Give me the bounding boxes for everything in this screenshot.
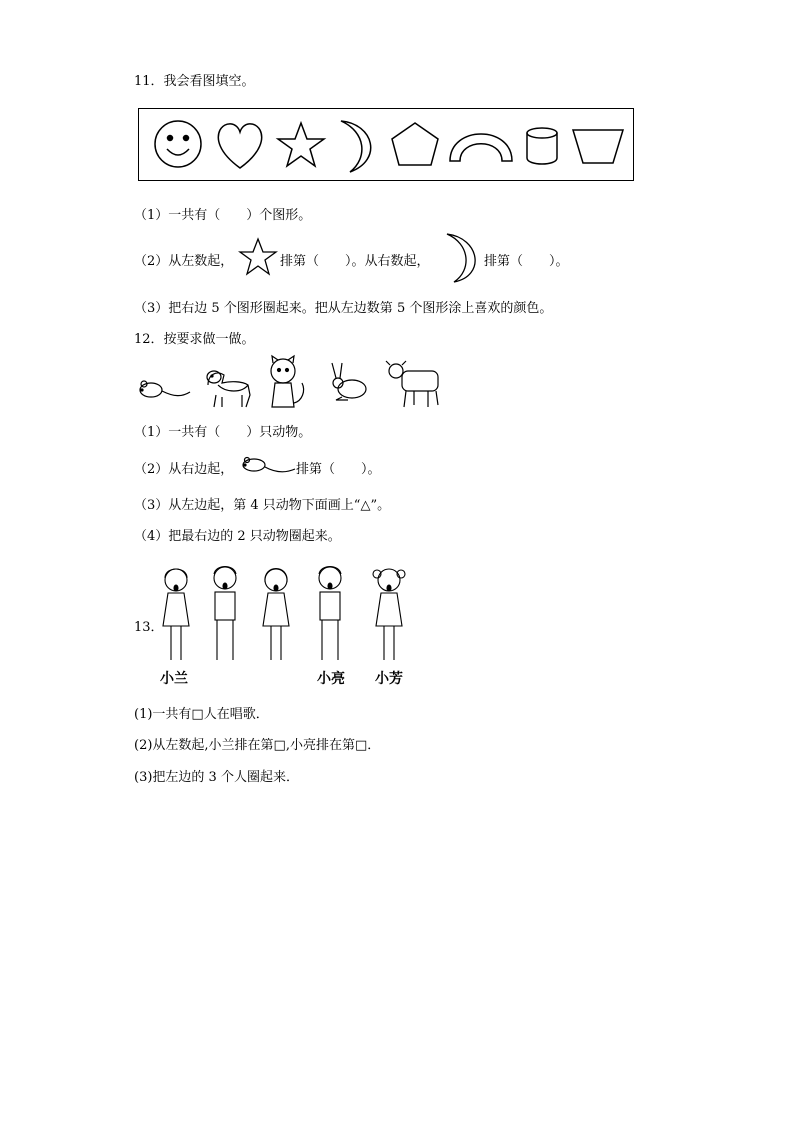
q13-part3: (3)把左边的 3 个人圈起来．	[134, 770, 299, 785]
q11-title: 11．我会看图填空。	[134, 74, 255, 89]
rabbit-icon	[332, 363, 366, 400]
q13-part1: (1)一共有□人在唱歌．	[134, 707, 269, 722]
name-xiaoliang: 小亮	[317, 671, 345, 687]
heart-icon	[218, 124, 261, 168]
name-xiaofang: 小芳	[375, 671, 403, 687]
arch-icon	[450, 134, 512, 161]
pentagon-icon	[392, 123, 438, 165]
q12-part2-end: 排第（ ）。	[296, 462, 381, 477]
q11-part2-mid: 排第（ ）。从右数起，	[280, 254, 430, 269]
q12-title: 12．按要求做一做。	[134, 332, 255, 347]
animals-row	[138, 355, 448, 413]
girl-icon	[163, 569, 189, 660]
cow-icon	[386, 361, 438, 407]
mouse-icon	[240, 453, 296, 475]
q12-part3: （3）从左边起，第 4 只动物下面画上“△”。	[134, 498, 391, 513]
girl-icon	[263, 569, 289, 661]
children-singing	[155, 560, 415, 666]
star-icon	[238, 237, 278, 277]
mouse-icon	[140, 381, 190, 397]
q11-part2-end: 排第（ ）。	[484, 254, 569, 269]
shapes-row	[138, 108, 634, 181]
girl-icon	[373, 569, 405, 660]
name-xiaolan: 小兰	[160, 671, 188, 687]
q11-part1: （1）一共有（ ）个图形。	[134, 208, 312, 223]
q11-part2-lead: （2）从左数起，	[134, 254, 234, 269]
star-icon	[278, 123, 324, 166]
dog-icon	[207, 371, 250, 407]
cylinder-icon	[527, 128, 557, 164]
trapezoid-icon	[573, 130, 623, 163]
q11-part3: （3）把右边 5 个图形圈起来。把从左边数第 5 个图形涂上喜欢的颜色。	[134, 301, 553, 316]
q12-part2-lead: （2）从右边起，	[134, 462, 234, 477]
q13-part2: (2)从左数起,小兰排在第□,小亮排在第□．	[134, 738, 381, 753]
cat-icon	[271, 356, 304, 407]
q12-part4: （4）把最右边的 2 只动物圈起来。	[134, 529, 341, 544]
boy-icon	[319, 567, 341, 661]
crescent-moon-icon	[444, 232, 480, 284]
q13-number: 13．	[134, 620, 164, 635]
boy-icon	[214, 567, 236, 661]
smiley-face-icon	[155, 121, 201, 167]
crescent-moon-icon	[341, 121, 371, 172]
q12-part1: （1）一共有（ ）只动物。	[134, 425, 312, 440]
